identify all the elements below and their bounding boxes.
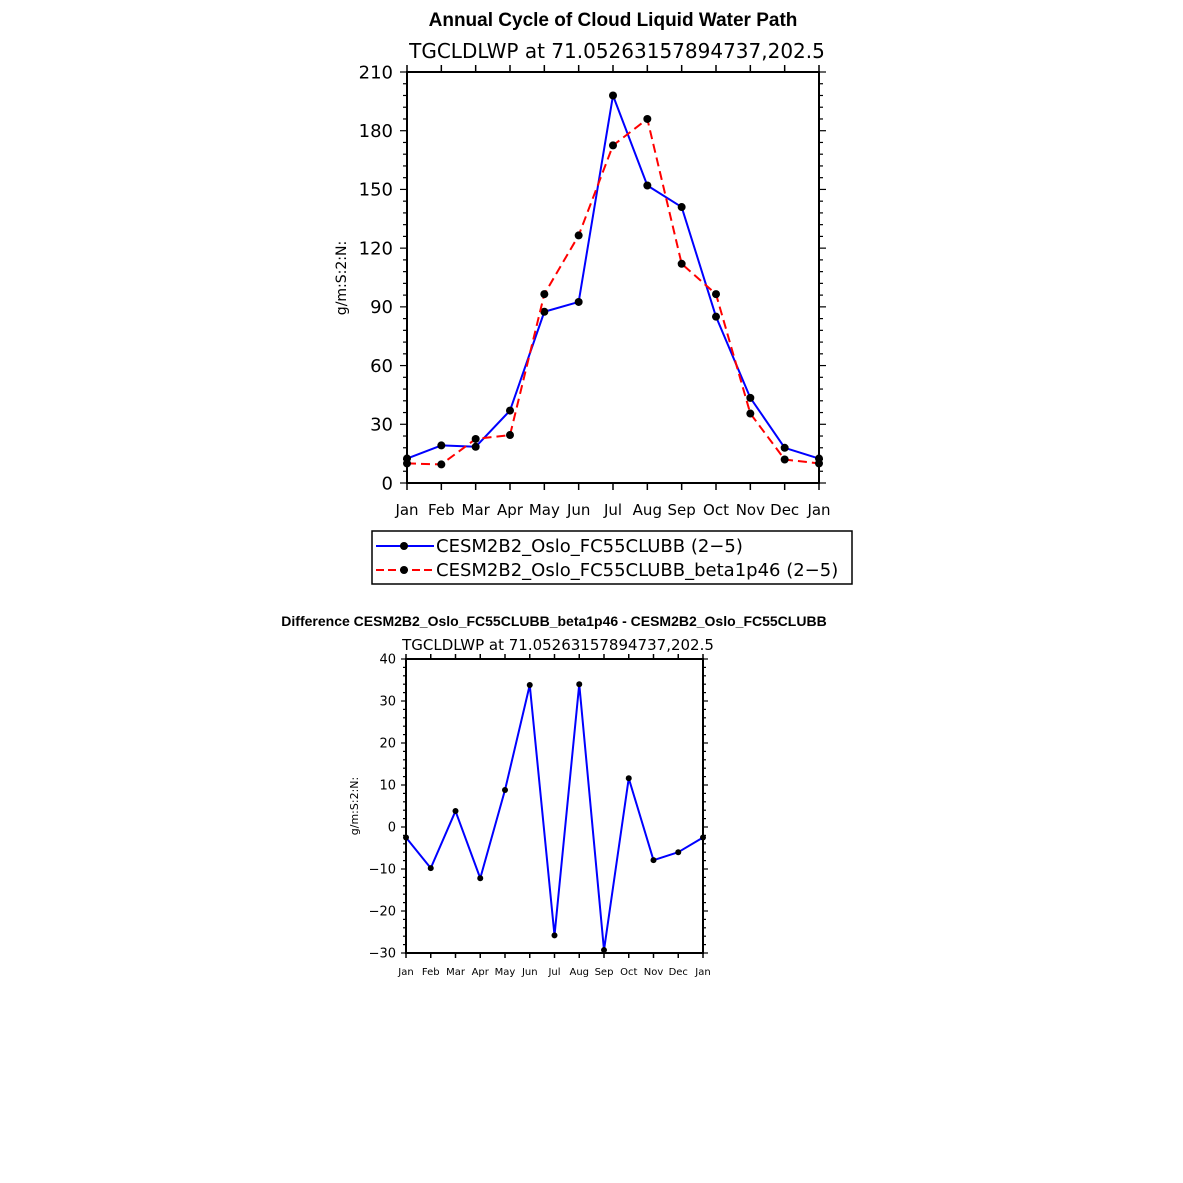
c1-series-1-point <box>781 444 789 452</box>
chart1-title: Annual Cycle of Cloud Liquid Water Path <box>428 10 798 31</box>
c1-ytick-label: 60 <box>370 355 393 377</box>
c1-xtick-label: May <box>528 501 560 519</box>
chart1-series <box>403 91 823 468</box>
c1-series-2-point <box>403 459 411 467</box>
c2-xtick-label: Apr <box>471 967 489 978</box>
c1-series-2-point <box>712 290 720 298</box>
c2-ytick-label: −20 <box>368 904 396 920</box>
c1-series-2-point <box>540 290 548 298</box>
legend-label-series-1: CESM2B2_Oslo_FC55CLUBB (2−5) <box>436 536 743 557</box>
c2-ytick-label: 20 <box>379 736 396 752</box>
c1-xtick-label: Jun <box>566 501 591 519</box>
chart2-ticks <box>369 653 711 978</box>
c2-series-1-point <box>576 681 582 687</box>
c2-series-1-point <box>403 835 409 841</box>
c2-series-1-point <box>601 947 607 953</box>
c1-series-1-point <box>437 441 445 449</box>
c2-series-1-point <box>502 787 508 793</box>
chart1-ylabel: g/m:S:2:N: <box>334 240 350 316</box>
difference-chart <box>281 613 826 978</box>
c2-series-1-point <box>626 775 632 781</box>
c1-series-1-point <box>472 443 480 451</box>
annual-cycle-chart <box>334 10 852 584</box>
c2-series-1-point <box>527 682 533 688</box>
c1-xtick-label: Feb <box>428 501 455 519</box>
c2-xtick-label: May <box>494 967 516 978</box>
chart2-plot-frame <box>406 659 703 953</box>
c1-xtick-label: Apr <box>497 501 523 519</box>
c2-series-1-point <box>453 808 459 814</box>
c1-xtick-label: Jul <box>603 501 623 519</box>
c1-xtick-label: Nov <box>735 501 765 519</box>
c2-xtick-label: Dec <box>668 967 688 978</box>
c1-xtick-label: Jan <box>807 501 831 519</box>
c1-xtick-label: Mar <box>461 501 490 519</box>
c2-series-1-point <box>552 932 558 938</box>
chart2-ylabel: g/m:S:2:N: <box>348 776 361 836</box>
c2-series-1-point <box>675 849 681 855</box>
c1-series-2-point <box>506 431 514 439</box>
c1-xtick-label: Oct <box>703 501 729 519</box>
c1-series-line-1 <box>407 95 819 458</box>
c2-ytick-label: −30 <box>368 946 396 962</box>
c1-xtick-label: Sep <box>667 501 696 519</box>
c2-xtick-label: Aug <box>569 967 590 978</box>
c2-ytick-label: 30 <box>379 694 396 710</box>
c1-ytick-label: 180 <box>358 121 393 143</box>
legend-marker-series-1 <box>400 542 408 550</box>
c2-xtick-label: Mar <box>446 967 465 978</box>
c1-xtick-label: Aug <box>632 501 662 519</box>
legend-marker-series-2 <box>400 566 408 574</box>
c1-series-2-point <box>678 260 686 268</box>
c1-series-line-2 <box>407 119 819 464</box>
chart1-legend <box>372 531 852 584</box>
c1-series-1-point <box>609 91 617 99</box>
chart1-subtitle: TGCLDLWP at 71.05263157894737,202.5 <box>409 39 825 63</box>
c1-series-2-point <box>781 456 789 464</box>
c1-ytick-label: 120 <box>358 238 393 260</box>
chart2-subtitle: TGCLDLWP at 71.05263157894737,202.5 <box>402 636 714 654</box>
c1-ytick-label: 0 <box>381 473 393 495</box>
c2-xtick-label: Jan <box>398 967 414 978</box>
c2-ytick-label: 40 <box>379 652 396 668</box>
c1-series-2-point <box>472 435 480 443</box>
chart2-series <box>403 681 706 953</box>
c1-xtick-label: Jan <box>395 501 419 519</box>
c2-ytick-label: 10 <box>379 778 396 794</box>
legend-label-series-2: CESM2B2_Oslo_FC55CLUBB_beta1p46 (2−5) <box>436 560 839 581</box>
c2-series-line-1 <box>406 684 703 950</box>
c2-series-1-point <box>428 865 434 871</box>
c1-series-1-point <box>506 407 514 415</box>
c1-series-1-point <box>712 313 720 321</box>
c1-series-1-point <box>678 203 686 211</box>
c2-xtick-label: Jun <box>521 967 538 978</box>
c2-ytick-label: −10 <box>368 862 396 878</box>
c1-ytick-label: 90 <box>370 297 393 319</box>
chart2-title: Difference CESM2B2_Oslo_FC55CLUBB_beta1p46 - CESM2B2_Oslo_FC55CLUBB <box>281 613 827 629</box>
chart1-plot-frame <box>407 72 819 483</box>
c1-series-2-point <box>815 459 823 467</box>
c1-xtick-label: Dec <box>770 501 800 519</box>
c1-series-2-point <box>575 231 583 239</box>
c2-ytick-label: 0 <box>387 820 396 836</box>
c2-xtick-label: Jan <box>695 967 711 978</box>
c2-series-1-point <box>700 835 706 841</box>
c1-ytick-label: 30 <box>370 414 393 436</box>
c1-series-1-point <box>643 182 651 190</box>
c1-ytick-label: 150 <box>358 179 393 201</box>
c2-xtick-label: Nov <box>643 967 664 978</box>
c2-series-1-point <box>477 875 483 881</box>
c1-series-2-point <box>643 115 651 123</box>
c2-xtick-label: Sep <box>594 967 614 978</box>
c1-series-1-point <box>575 298 583 306</box>
c1-series-2-point <box>746 410 754 418</box>
c2-xtick-label: Oct <box>620 967 638 978</box>
c2-xtick-label: Feb <box>421 967 440 978</box>
c1-series-2-point <box>437 460 445 468</box>
c1-ytick-label: 210 <box>358 62 393 84</box>
c2-series-1-point <box>651 857 657 863</box>
c2-xtick-label: Jul <box>548 967 561 978</box>
c1-series-2-point <box>609 141 617 149</box>
